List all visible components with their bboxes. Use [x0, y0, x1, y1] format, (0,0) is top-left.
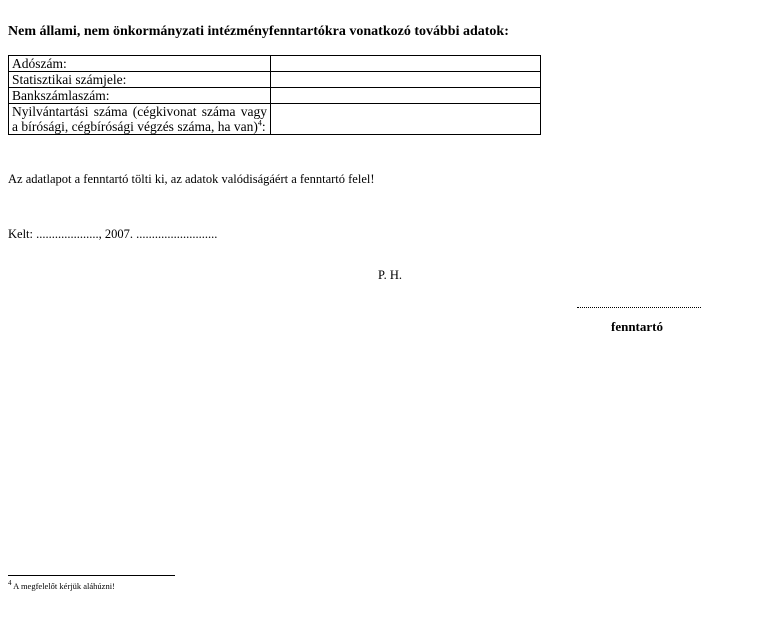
table-row: [9, 72, 541, 88]
table-row: [9, 88, 541, 104]
registration-number-label-cell: [9, 104, 271, 135]
signature-line: [577, 307, 701, 308]
tax-number-value: [271, 56, 541, 72]
bank-account-label: Bankszámlaszám:: [9, 88, 271, 104]
signer-label: fenntartó: [611, 319, 663, 334]
statistical-code-label: Statisztikai számjele:: [9, 72, 271, 88]
footnote-text: A megfelelőt kérjük aláhúzni!: [13, 581, 115, 591]
footnote-separator: [8, 575, 175, 576]
registration-number-label: Nyilvántartási száma (cégkivonat száma vagy a bírósági, cégbírósági végzés száma, ha van): [12, 104, 267, 134]
footnote-mark: 4: [8, 579, 12, 588]
maintainer-data-table: [8, 55, 541, 135]
fill-in-note: Az adatlapot a fenntartó tölti ki, az adatok valódiságáért a fenntartó felel!: [8, 172, 375, 186]
table-row: [9, 56, 541, 72]
bank-account-value: [271, 88, 541, 104]
statistical-code-value: [271, 72, 541, 88]
footnote: [8, 581, 115, 591]
footnote-reference: 4: [257, 118, 262, 128]
registration-number-value: [271, 104, 541, 135]
page-heading: Nem állami, nem önkormányzati intézményfenntartókra vonatkozó további adatok:: [8, 24, 509, 39]
table-row: [9, 104, 541, 135]
stamp-placeholder: P. H.: [378, 268, 402, 282]
date-line: Kelt: ...................., 2007. ..........................: [8, 227, 218, 241]
registration-number-label-suffix: :: [261, 119, 266, 134]
tax-number-label: Adószám:: [9, 56, 271, 72]
